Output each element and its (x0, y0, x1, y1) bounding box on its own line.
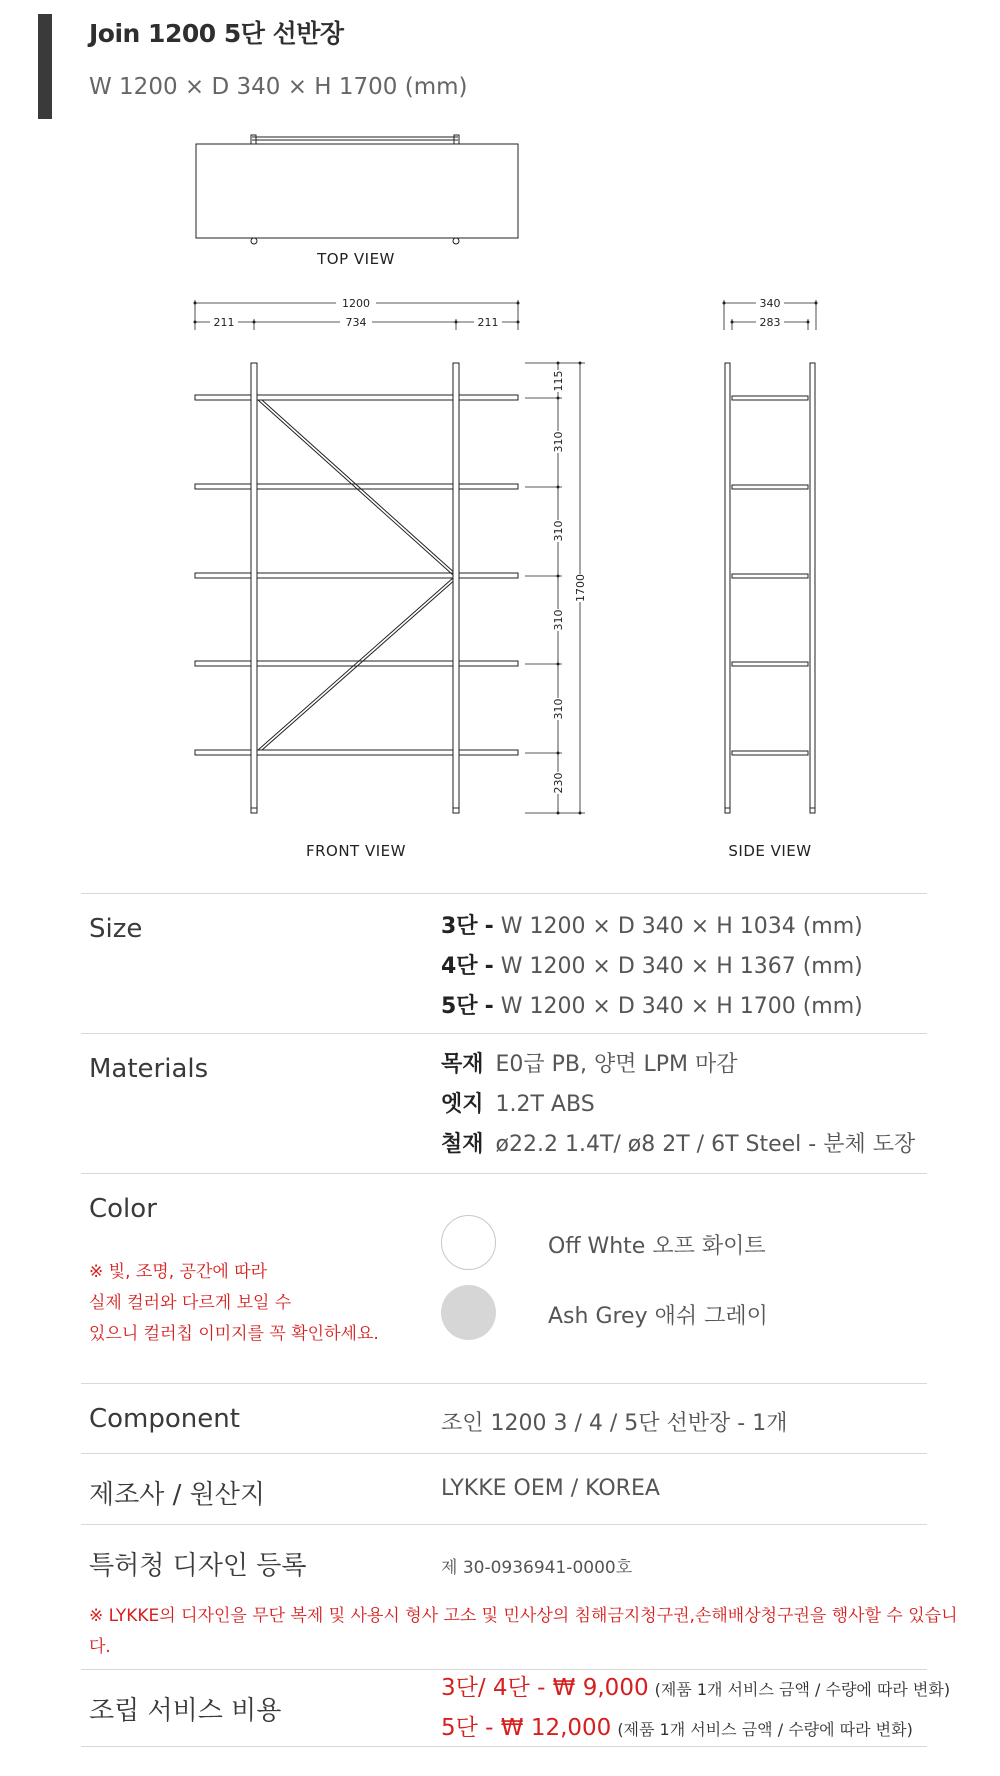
front-height-seg-1: 115 (552, 370, 565, 392)
size-label: Size (89, 914, 143, 944)
size-value: W 1200 × D 340 × H 1367 (mm) (500, 954, 863, 979)
size-content (441, 907, 863, 1027)
material-value: ø22.2 1.4T/ ø8 2T / 6T Steel - 분체 도장 (495, 1132, 916, 1157)
size-value: W 1200 × D 340 × H 1034 (mm) (500, 914, 863, 939)
color-label: Color (89, 1194, 157, 1224)
size-tier: 4단 (441, 954, 478, 979)
materials-content (441, 1045, 915, 1165)
front-view-label: FRONT VIEW (305, 842, 407, 860)
side-view-label: SIDE VIEW (728, 842, 812, 860)
spec-table (81, 893, 958, 1747)
side-depth-inner: 283 (759, 316, 781, 329)
spec-row-component (81, 1383, 927, 1453)
patent-label: 특허청 디자인 등록 (89, 1551, 307, 1581)
assembly-price-line (441, 1708, 950, 1748)
assembly-price: 5단 - ₩ 12,000 (441, 1715, 612, 1741)
assembly-price: 3단/ 4단 - ₩ 9,000 (441, 1675, 649, 1701)
front-height-seg-6: 230 (552, 772, 565, 794)
front-width-left: 211 (213, 316, 235, 329)
front-width-mid: 734 (345, 316, 367, 329)
size-tier: 5단 (441, 994, 478, 1019)
front-view (195, 363, 518, 813)
front-height-seg-3: 310 (552, 520, 565, 542)
size-value: W 1200 × D 340 × H 1700 (mm) (500, 994, 863, 1019)
spec-row-color (81, 1173, 927, 1383)
spec-row-size (81, 893, 927, 1033)
color-name-off-white: Off Whte 오프 화이트 (548, 1234, 766, 1259)
side-depth-total: 340 (759, 297, 781, 310)
material-value: 1.2T ABS (495, 1092, 595, 1117)
color-disclaimer-line: ※ 빛, 조명, 공간에 따라 (89, 1262, 268, 1282)
assembly-price-note: (제품 1개 서비스 금액 / 수량에 따라 변화) (654, 1680, 951, 1699)
patent-warning-line: 다. (89, 1637, 111, 1657)
patent-warning-line: ※ LYKKE의 디자인을 무단 복제 및 사용시 형사 고소 및 민사상의 침해금지청구권,손해배상청구권을 행사할 수 있습니 (89, 1606, 958, 1626)
product-dimensions: W 1200 × D 340 × H 1700 (mm) (89, 74, 468, 100)
side-view (725, 363, 815, 813)
material-value: E0급 PB, 양면 LPM 마감 (495, 1052, 738, 1077)
front-height-seg-5: 310 (552, 698, 565, 720)
material-key: 엣지 (441, 1092, 484, 1117)
assembly-label: 조립 서비스 비용 (89, 1696, 282, 1726)
spec-row-assembly (81, 1669, 951, 1747)
materials-line (441, 1085, 915, 1125)
materials-label: Materials (89, 1054, 209, 1084)
top-view-label: TOP VIEW (317, 250, 395, 268)
product-title: Join 1200 5단 선반장 (89, 19, 344, 48)
front-width-right: 211 (477, 316, 499, 329)
color-disclaimer-line: 있으니 컬러칩 이미지를 꼭 확인하세요. (89, 1324, 379, 1344)
material-key: 목재 (441, 1052, 484, 1077)
maker-label: 제조사 / 원산지 (89, 1480, 265, 1510)
patent-value: 제 30-0936941-0000호 (441, 1558, 633, 1578)
color-name-ash-grey: Ash Grey 애쉬 그레이 (548, 1304, 768, 1329)
assembly-price-line (441, 1668, 950, 1708)
assembly-price-note: (제품 1개 서비스 금액 / 수량에 따라 변화) (617, 1720, 913, 1739)
materials-line (441, 1045, 915, 1085)
assembly-prices (441, 1668, 950, 1748)
front-height-seg-2: 310 (552, 431, 565, 453)
material-key: 철재 (441, 1132, 484, 1157)
technical-drawing (0, 120, 1000, 890)
title-accent-bar (38, 14, 52, 119)
component-label: Component (89, 1404, 240, 1434)
size-tier: 3단 (441, 914, 478, 939)
size-line: 3단 - W 1200 × D 340 × H 1034 (mm) (441, 914, 863, 939)
materials-line (441, 1125, 915, 1165)
component-value: 조인 1200 3 / 4 / 5단 선반장 - 1개 (441, 1411, 788, 1436)
top-view (196, 135, 518, 244)
spec-row-maker (81, 1453, 927, 1524)
front-height-seg-4: 310 (552, 609, 565, 631)
patent-warning (89, 1601, 958, 1663)
color-swatch-ash-grey (441, 1285, 496, 1340)
size-line: 5단 - W 1200 × D 340 × H 1700 (mm) (441, 994, 863, 1019)
spec-row-materials (81, 1033, 927, 1173)
color-swatch-off-white (441, 1215, 496, 1270)
color-disclaimer-line: 실제 컬러와 다르게 보일 수 (89, 1293, 292, 1313)
front-width-total: 1200 (342, 297, 370, 310)
color-disclaimer (89, 1257, 379, 1350)
spec-row-patent (81, 1524, 958, 1669)
size-line: 4단 - W 1200 × D 340 × H 1367 (mm) (441, 954, 863, 979)
maker-value: LYKKE OEM / KOREA (441, 1476, 660, 1501)
front-height-total: 1700 (574, 574, 587, 602)
